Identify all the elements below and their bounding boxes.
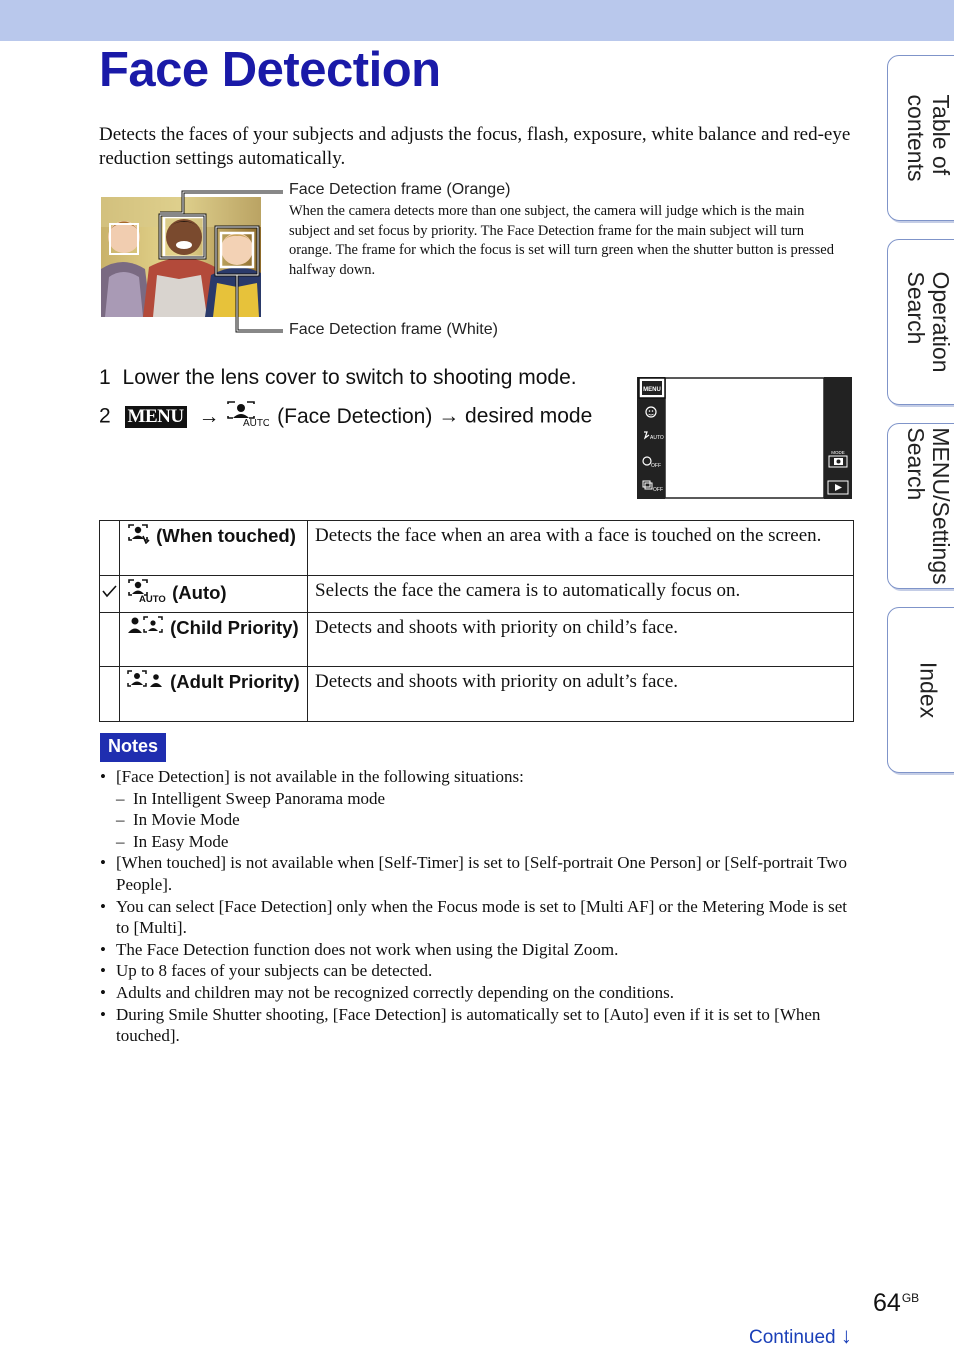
child-priority-icon	[127, 616, 165, 642]
note-item	[99, 896, 854, 939]
continued-label: Continued	[749, 1327, 836, 1348]
table-row	[100, 667, 854, 722]
continued-link[interactable]	[749, 1323, 852, 1349]
orange-frame-title: Face Detection frame (Orange)	[289, 181, 511, 198]
note-subitem	[99, 809, 854, 831]
intro-paragraph: Detects the faces of your subjects and adjusts the focus, flash, exposure, white balance and red-eye reduction settings automatically.	[99, 124, 851, 169]
tab-table-of-contents[interactable]	[887, 55, 954, 221]
face-touch-icon	[127, 524, 151, 550]
note-text: During Smile Shutter shooting, [Face Detection] is automatically set to [Auto] even if it is set to [When touched].	[116, 1004, 821, 1046]
page-number-suffix: GB	[901, 1291, 920, 1305]
step-1	[99, 366, 577, 390]
cam-mode-label: MODE	[831, 450, 845, 455]
step-2-face-detection-label: (Face Detection)	[277, 404, 433, 428]
face-auto-icon	[225, 401, 269, 433]
bullet: •	[100, 961, 106, 981]
mode-name: (Auto)	[172, 582, 227, 603]
svg-text:AUTO: AUTO	[243, 418, 270, 427]
bullet: •	[100, 1004, 106, 1024]
mode-cell	[120, 521, 308, 576]
note-item	[99, 852, 854, 895]
note-text: The Face Detection function does not work when using the Digital Zoom.	[116, 939, 619, 959]
note-text: In Intelligent Sweep Panorama mode	[133, 788, 386, 808]
orange-frame-description: When the camera detects more than one subject, the camera will judge which is the main subject and set focus by priority. The Face Detection frame for the main subject will turn orange. The frame for which the focus is set will turn green when the shutter button is pressed halfway down.	[289, 203, 834, 278]
arrow-icon: →	[198, 404, 220, 428]
table-row	[100, 576, 854, 613]
check-cell	[100, 576, 120, 613]
arrow-icon-2: →	[438, 404, 460, 428]
note-text: You can select [Face Detection] only when the Focus mode is set to [Multi AF] or the Metering Mode is set to [Multi].	[116, 896, 848, 938]
mode-cell	[120, 613, 308, 667]
adult-priority-icon	[127, 670, 165, 696]
tab-label: MENU/Settings Search	[903, 427, 954, 585]
cam-timer-label: OFF	[651, 463, 661, 469]
note-item	[99, 960, 854, 982]
bullet: •	[100, 767, 106, 786]
menu-button-icon: MENU	[125, 406, 187, 428]
note-subitem	[99, 788, 854, 810]
note-item	[99, 939, 854, 961]
checkmark-icon	[102, 585, 117, 602]
check-cell	[100, 521, 120, 576]
page-number-value: 64	[873, 1289, 901, 1317]
note-text: In Easy Mode	[133, 831, 229, 851]
table-row	[100, 521, 854, 576]
mode-cell	[120, 576, 308, 613]
tab-menu-settings-search[interactable]	[887, 423, 954, 589]
note-text: [Face Detection] is not available in the following situations:	[116, 767, 524, 786]
cam-flash-label: AUTO	[650, 435, 664, 441]
face-auto-icon	[127, 579, 167, 609]
check-cell	[100, 613, 120, 667]
tab-operation-search[interactable]	[887, 239, 954, 405]
table-row	[100, 613, 854, 667]
bullet: •	[100, 853, 106, 873]
note-text: In Movie Mode	[133, 810, 240, 830]
note-item	[99, 766, 854, 788]
note-text: Adults and children may not be recognized correctly depending on the conditions.	[116, 982, 675, 1002]
mode-description: Detects the face when an area with a face is touched on the screen.	[308, 521, 854, 576]
down-arrow-icon: ↓	[840, 1323, 852, 1348]
mode-name: (Child Priority)	[170, 617, 299, 638]
page-title: Face Detection	[99, 43, 441, 97]
bullet: –	[116, 788, 125, 808]
step-2-number: 2	[99, 404, 111, 428]
note-item	[99, 982, 854, 1004]
step-1-number: 1	[99, 366, 111, 389]
svg-text:AUTO: AUTO	[139, 594, 166, 603]
tab-index[interactable]	[887, 607, 954, 773]
bullet: –	[116, 810, 125, 830]
mode-description: Selects the face the camera is to automatically focus on.	[308, 576, 854, 613]
bullet: •	[100, 896, 106, 916]
camera-screen-illustration	[637, 377, 852, 499]
tab-label: Index	[915, 661, 942, 719]
note-item	[99, 1004, 854, 1047]
bullet: •	[100, 939, 106, 959]
step-2-end-text: desired mode	[465, 404, 593, 428]
notes-label: Notes	[100, 733, 166, 762]
step-1-text: Lower the lens cover to switch to shooting mode.	[122, 366, 577, 389]
callout-leader-lines	[0, 0, 954, 360]
bullet: –	[116, 831, 125, 851]
mode-description: Detects and shoots with priority on adult’s face.	[308, 667, 854, 722]
step-2	[99, 401, 592, 433]
cam-menu-label: MENU	[643, 387, 661, 393]
cam-burst-label: OFF	[653, 487, 663, 493]
white-frame-title: Face Detection frame (White)	[289, 321, 498, 338]
tab-label: Table of contents	[903, 94, 954, 182]
notes-list	[99, 766, 854, 1047]
mode-cell	[120, 667, 308, 722]
note-text: Up to 8 faces of your subjects can be detected.	[116, 961, 433, 981]
note-subitem	[99, 831, 854, 853]
tab-label: Operation Search	[903, 271, 954, 373]
mode-name: (Adult Priority)	[170, 671, 300, 692]
mode-name: (When touched)	[156, 525, 296, 546]
bullet: •	[100, 982, 106, 1002]
face-detection-modes-table	[99, 520, 854, 722]
note-text: [When touched] is not available when [Self-Timer] is set to [Self-portrait One Person] or [Self-portrait Two People].	[116, 853, 848, 894]
check-cell	[100, 667, 120, 722]
mode-description: Detects and shoots with priority on child’s face.	[308, 613, 854, 667]
page-number	[873, 1289, 919, 1318]
